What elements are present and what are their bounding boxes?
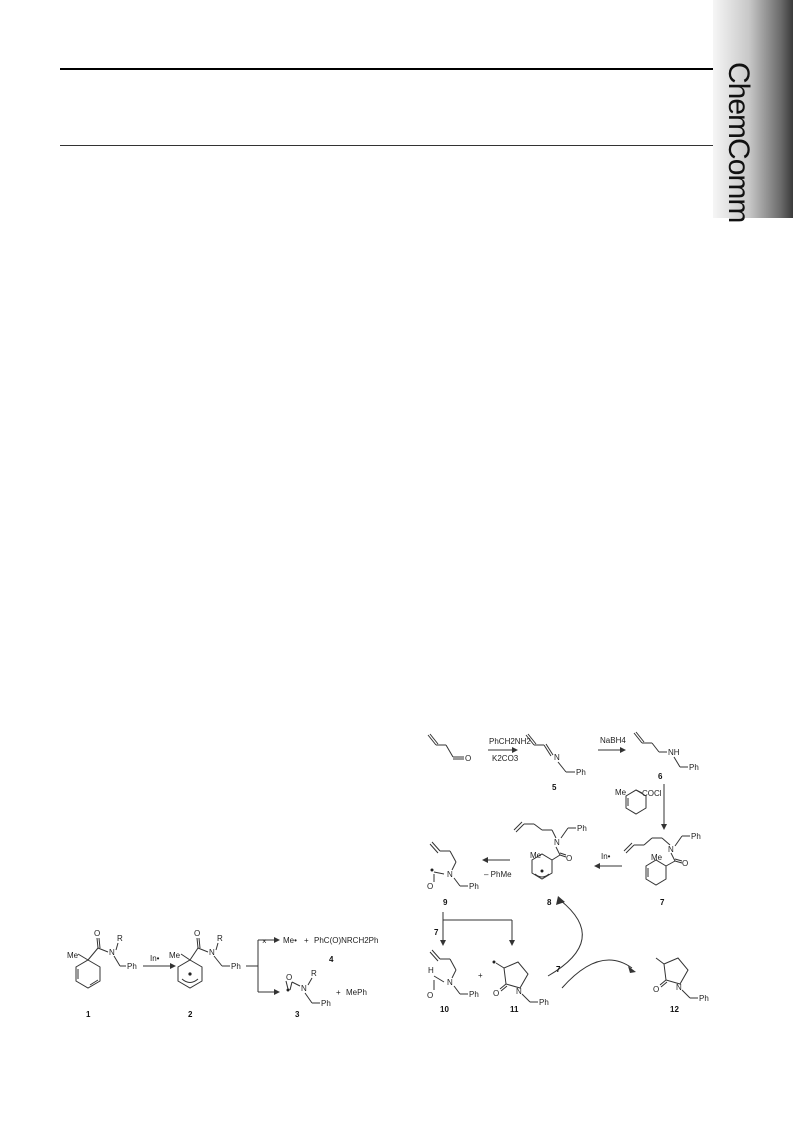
svg-text:H: H — [428, 966, 434, 975]
svg-text:N: N — [554, 753, 560, 762]
svg-text:N: N — [668, 845, 674, 854]
initiator-label-right: In• — [601, 852, 611, 861]
svg-text:Ph: Ph — [699, 994, 709, 1003]
svg-text:O: O — [286, 973, 293, 982]
svg-text:Me: Me — [67, 951, 79, 960]
svg-text:N: N — [554, 838, 560, 847]
svg-text:N: N — [676, 983, 682, 992]
svg-text:Ph: Ph — [231, 962, 241, 971]
compound-10-structure — [427, 950, 479, 1000]
svg-text:NaBH4: NaBH4 — [600, 736, 626, 745]
compound-7-structure — [624, 832, 701, 885]
svg-text:– PhMe: – PhMe — [484, 870, 512, 879]
svg-text:O: O — [682, 859, 689, 868]
compound-label-7: 7 — [660, 898, 665, 907]
compound-label-4: 4 — [329, 955, 334, 964]
svg-text:Ph: Ph — [539, 998, 549, 1007]
svg-text:O: O — [653, 985, 660, 994]
svg-text:PhCH2NH2: PhCH2NH2 — [489, 737, 531, 746]
svg-text:N: N — [447, 870, 453, 879]
svg-text:Me•: Me• — [283, 936, 297, 945]
compound-label-5: 5 — [552, 783, 557, 792]
acyl-chloride-reagent — [615, 788, 662, 814]
compound-label-9: 9 — [443, 898, 448, 907]
compound-6-structure — [634, 732, 699, 772]
svg-text:O: O — [94, 929, 101, 938]
compound-label-6: 6 — [658, 772, 663, 781]
compound-label-8: 8 — [547, 898, 552, 907]
svg-text:O: O — [493, 989, 500, 998]
compound-5-structure — [526, 734, 586, 777]
svg-text:K2CO3: K2CO3 — [492, 754, 519, 763]
initiator-label-left: In• — [150, 954, 160, 963]
svg-text:7: 7 — [434, 928, 439, 937]
svg-text:Me: Me — [615, 788, 627, 797]
svg-text:Ph: Ph — [127, 962, 137, 971]
svg-text:+: + — [304, 936, 309, 945]
svg-text:+: + — [478, 971, 483, 980]
svg-text:Ph: Ph — [321, 999, 331, 1008]
svg-text:N: N — [447, 978, 453, 987]
svg-text:R: R — [311, 969, 317, 978]
svg-text:Ph: Ph — [689, 763, 699, 772]
svg-text:N: N — [516, 987, 522, 996]
compound-label-10: 10 — [440, 1005, 449, 1014]
svg-text:Me: Me — [651, 853, 663, 862]
svg-text:N: N — [109, 948, 115, 957]
svg-text:O: O — [465, 754, 472, 763]
journal-tab-label: ChemComm — [722, 62, 755, 223]
svg-text:Me: Me — [530, 851, 542, 860]
svg-text:O: O — [194, 929, 201, 938]
svg-text:N: N — [209, 948, 215, 957]
compound-label-1: 1 — [86, 1010, 91, 1019]
svg-text:N: N — [301, 984, 307, 993]
aldehyde-structure — [428, 734, 471, 763]
svg-text:Ph: Ph — [469, 990, 479, 999]
svg-text:R: R — [217, 934, 223, 943]
svg-text:Me: Me — [169, 951, 181, 960]
svg-text:Ph: Ph — [469, 882, 479, 891]
svg-text:+: + — [336, 988, 341, 997]
svg-text:Ph: Ph — [577, 824, 587, 833]
svg-text:Ph: Ph — [691, 832, 701, 841]
compound-label-11: 11 — [510, 1005, 519, 1014]
compound-label-12: 12 — [670, 1005, 679, 1014]
compound-label-3: 3 — [295, 1010, 300, 1019]
svg-text:R: R — [117, 934, 123, 943]
compound-9-structure — [427, 842, 479, 891]
svg-text:O: O — [427, 991, 434, 1000]
compound-8-structure — [514, 822, 587, 879]
compound-12-structure — [653, 958, 709, 1003]
svg-text:NH: NH — [668, 748, 680, 757]
svg-text:×: × — [262, 937, 267, 946]
svg-text:7: 7 — [556, 965, 561, 974]
compound-11-structure — [493, 961, 549, 1008]
svg-text:Ph: Ph — [576, 768, 586, 777]
svg-text:O: O — [427, 882, 434, 891]
svg-text:MePh: MePh — [346, 988, 367, 997]
svg-text:O: O — [566, 854, 573, 863]
svg-text:COCl: COCl — [642, 789, 662, 798]
product-4-formula: PhC(O)NRCH2Ph — [314, 936, 379, 945]
compound-label-2: 2 — [188, 1010, 193, 1019]
